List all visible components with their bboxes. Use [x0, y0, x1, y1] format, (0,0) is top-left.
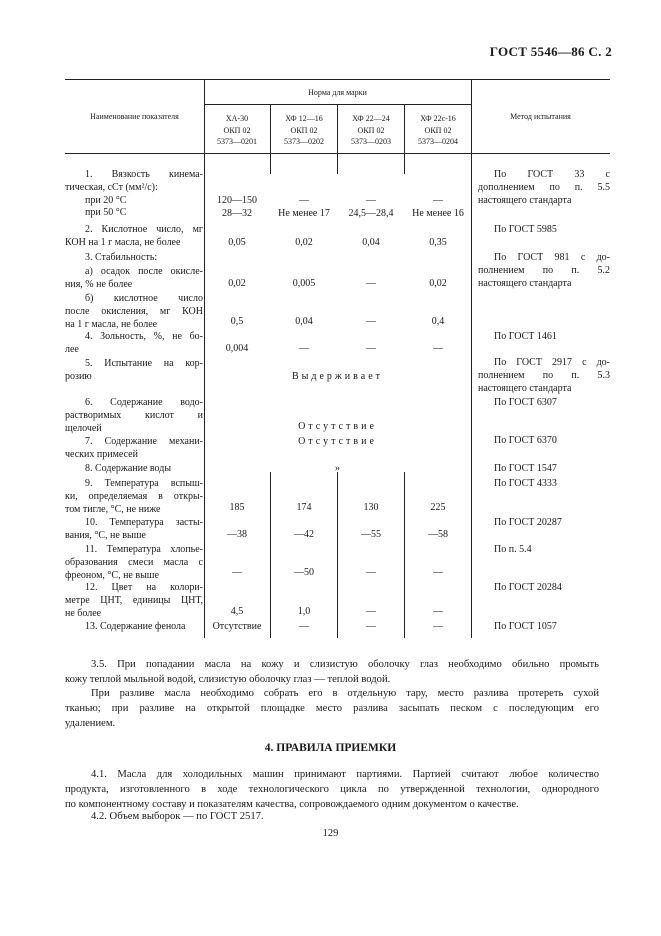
column-header-method: Метод испытания	[510, 112, 571, 121]
table-cell: 0,05	[228, 237, 246, 248]
merged-value: Отсутствие	[298, 436, 377, 447]
paragraph: 4.1. Масла для холодильных машин принимают партиями. Партией считают любое количество продукта, изготовленного в ходе технологического цикла по утвержденной технологии, однородного по компонентному составу и показателям качества, сопровождаемого одним документом о качестве.	[65, 769, 599, 810]
table-cell: —	[299, 343, 309, 354]
table-row-name: 7. Содержание механи- ческих примесей	[65, 436, 203, 460]
table-cell: —	[433, 343, 443, 354]
table-cell: 4,5	[230, 606, 244, 617]
table-cell: —	[366, 567, 376, 578]
table-cell: 174	[296, 502, 312, 513]
table-method: По ГОСТ 5985	[494, 224, 557, 235]
table-cell: —	[366, 278, 376, 289]
table-method: По ГОСТ 981 с до- полнением по п. 5.2 настоящего стандарта	[478, 252, 610, 289]
table-method: По ГОСТ 1547	[494, 463, 557, 474]
table-cell: 24,5—28,4	[348, 208, 394, 219]
table-method: По ГОСТ 2917 с до- полнением по п. 5.3 настоящего стандарта	[478, 357, 610, 394]
table-row-name: 4. Зольность, %, не бо- лее	[65, 331, 203, 355]
table-cell: 0,35	[429, 237, 447, 248]
table-cell: 0,02	[295, 237, 313, 248]
table-cell: —	[366, 343, 376, 354]
table-row-name: 10. Температура засты- вания, °С, не выше	[65, 517, 203, 541]
table-row-name: 5. Испытание на кор- розию	[65, 358, 203, 382]
table-method: По ГОСТ 4333	[494, 478, 557, 489]
section-title: 4. ПРАВИЛА ПРИЕМКИ	[264, 742, 397, 754]
table-cell: —	[299, 621, 309, 632]
table-cell: 0,5	[230, 316, 244, 327]
table-cell: —50	[294, 567, 314, 578]
table-cell: —	[433, 195, 443, 206]
table-cell: 1,0	[297, 606, 311, 617]
paragraph: При разливе масла необходимо собрать его в отдельную тару, место разлива протереть сухой тканью; при разливе на открытой площадке место разлива засыпать песком с последующим его удалением.	[65, 688, 599, 729]
table-cell: —	[366, 195, 376, 206]
merged-value: »	[335, 463, 340, 474]
paragraph: 3.5. При попадании масла на кожу и слизистую оболочку глаз необходимо обильно промыть кожу теплой мыльной водой, слизистую оболочку глаз — теплой водой.	[65, 659, 599, 685]
table-row-name: 8. Содержание воды	[85, 463, 172, 474]
column-header-name: Наименование показателя	[90, 112, 179, 121]
table-cell: —58	[428, 529, 448, 540]
table-cell: 225	[430, 502, 446, 513]
table-col-divider	[204, 79, 205, 638]
table-cell: 0,04	[362, 237, 380, 248]
table-cell: 0,005	[292, 278, 316, 289]
table-cell: —	[433, 567, 443, 578]
table-method: По ГОСТ 1461	[494, 331, 557, 342]
table-cell: —38	[227, 529, 247, 540]
table-cell: —	[366, 621, 376, 632]
grade-header: ХА-30 ОКП 02 5373—0201	[217, 114, 257, 146]
page-number: 129	[322, 828, 339, 839]
table-row-name: б) кислотное число после окисления, мг КОН на 1 г масла, не более	[65, 293, 203, 330]
table-cell: 0,02	[429, 278, 447, 289]
table-cell: Не менее 17	[278, 208, 330, 219]
merged-value: Выдерживает	[291, 371, 383, 382]
page-header-title: ГОСТ 5546—86 С. 2	[489, 44, 612, 59]
table-cell: —	[433, 621, 443, 632]
table-cell: 185	[229, 502, 245, 513]
grade-header: ХФ 22—24 ОКП 02 5373—0203	[351, 114, 391, 146]
table-row-name: а) осадок после окисле- ния, % не более	[65, 266, 203, 290]
table-method: По ГОСТ 1057	[494, 621, 557, 632]
table-method: По ГОСТ 20284	[494, 582, 562, 593]
table-cell: Не менее 16	[412, 208, 464, 219]
column-header-norm: Норма для марки	[308, 88, 367, 97]
table-cell: 130	[363, 502, 379, 513]
paragraph: 4.2. Объем выборок — по ГОСТ 2517.	[91, 811, 264, 822]
table-col-divider	[471, 79, 472, 638]
table-method: По ГОСТ 33 с дополнением по п. 5.5 настоящего стандарта	[478, 169, 610, 206]
table-cell: 0,04	[295, 316, 313, 327]
table-cell: Отсутствие	[212, 621, 262, 632]
grade-header: ХФ 12—16 ОКП 02 5373—0202	[284, 114, 324, 146]
grade-header: ХФ 22с-16 ОКП 02 5373—0204	[418, 114, 458, 146]
table-cell: 120—150	[217, 195, 257, 206]
table-row-name: 11. Температура хлопье- образования смеси масла с фреоном, °С, не выше	[65, 544, 203, 581]
table-cell: 0,004	[225, 343, 249, 354]
table-cell: 0,4	[431, 316, 445, 327]
table-top-rule	[65, 79, 610, 80]
table-row-name: 12. Цвет на колори- метре ЦНТ, единицы ЦНТ, не более	[65, 582, 203, 619]
merged-value: Отсутствие	[298, 421, 377, 432]
table-row-name: 1. Вязкость кинема- тическая, сСт (мм²/с): при 20 °С при 50 °С	[65, 169, 203, 219]
table-cell: —	[299, 195, 309, 206]
table-row-name: 6. Содержание водо- растворимых кислот и щелочей	[65, 397, 203, 434]
table-method: По п. 5.4	[494, 544, 532, 555]
table-method: По ГОСТ 6307	[494, 397, 557, 408]
table-row-name: 9. Температура вспыш- ки, определяемая в откры- том тигле, °С, не ниже	[65, 478, 203, 515]
table-row-name: 2. Кислотное число, мг КОН на 1 г масла, не более	[65, 224, 203, 248]
table-row-name: 13. Содержание фенола	[85, 621, 186, 632]
table-cell: —42	[294, 529, 314, 540]
table-row-name: 3. Стабильность:	[85, 252, 158, 263]
table-method: По ГОСТ 20287	[494, 517, 562, 528]
table-cell: 0,02	[228, 278, 246, 289]
table-cell: —	[433, 606, 443, 617]
table-cell: —	[366, 316, 376, 327]
table-method: По ГОСТ 6370	[494, 435, 557, 446]
table-cell: —55	[361, 529, 381, 540]
table-cell: —	[232, 567, 242, 578]
table-cell: —	[366, 606, 376, 617]
table-cell: 28—32	[222, 208, 252, 219]
